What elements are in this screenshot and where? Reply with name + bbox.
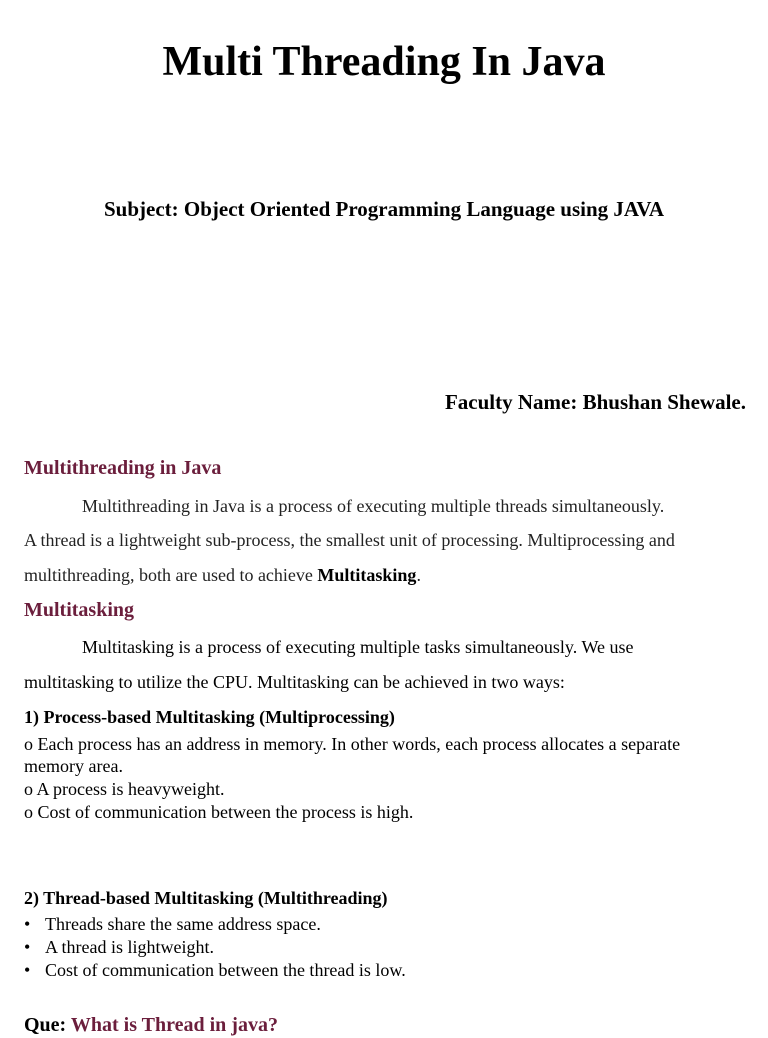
document-title: Multi Threading In Java xyxy=(162,39,606,85)
process-based-line2: memory area. xyxy=(24,756,123,776)
list-item-text: A thread is lightweight. xyxy=(45,937,214,957)
heading-multithreading: Multithreading in Java xyxy=(24,457,222,479)
process-based-line3: o A process is heavyweight. xyxy=(24,779,225,799)
heading-thread-based: 2) Thread-based Multitasking (Multithreading) xyxy=(24,888,388,908)
heading-process-based: 1) Process-based Multitasking (Multiprocessing) xyxy=(24,707,395,727)
multitasking-bold-term: Multitasking xyxy=(317,565,417,585)
multitasking-paragraph-line1: Multitasking is a process of executing multiple tasks simultaneously. We use xyxy=(82,637,634,657)
process-based-line1: o Each process has an address in memory. In other words, each process allocates a separate xyxy=(24,734,681,754)
list-item-text: Cost of communication between the thread is low. xyxy=(45,960,406,980)
question-line xyxy=(24,1012,278,1038)
multithreading-paragraph-line3 xyxy=(24,563,421,587)
list-item xyxy=(24,913,406,936)
list-item xyxy=(24,959,406,982)
multithreading-line3-text: multithreading, both are used to achieve xyxy=(24,565,318,585)
multitasking-paragraph-line2: multitasking to utilize the CPU. Multitasking can be achieved in two ways: xyxy=(24,672,565,692)
list-item-text: Threads share the same address space. xyxy=(45,914,321,934)
process-based-line4: o Cost of communication between the process is high. xyxy=(24,802,414,822)
multithreading-paragraph-line2: A thread is a lightweight sub-process, the smallest unit of processing. Multiprocessing and xyxy=(24,530,675,550)
list-item xyxy=(24,936,406,959)
subject-line: Subject: Object Oriented Programming Language using JAVA xyxy=(103,197,664,221)
multithreading-line3-period: . xyxy=(416,565,421,585)
multithreading-paragraph-line1: Multithreading in Java is a process of executing multiple threads simultaneously. xyxy=(82,496,665,516)
bullet-mark: • xyxy=(24,937,31,957)
question-text: What is Thread in java? xyxy=(70,1014,278,1036)
bullet-mark: • xyxy=(24,914,31,934)
faculty-name: Faculty Name: Bhushan Shewale. xyxy=(444,390,746,414)
bullet-mark: • xyxy=(24,960,31,980)
thread-based-list xyxy=(24,913,406,982)
heading-multitasking: Multitasking xyxy=(24,599,135,621)
question-prefix: Que: xyxy=(24,1014,71,1036)
